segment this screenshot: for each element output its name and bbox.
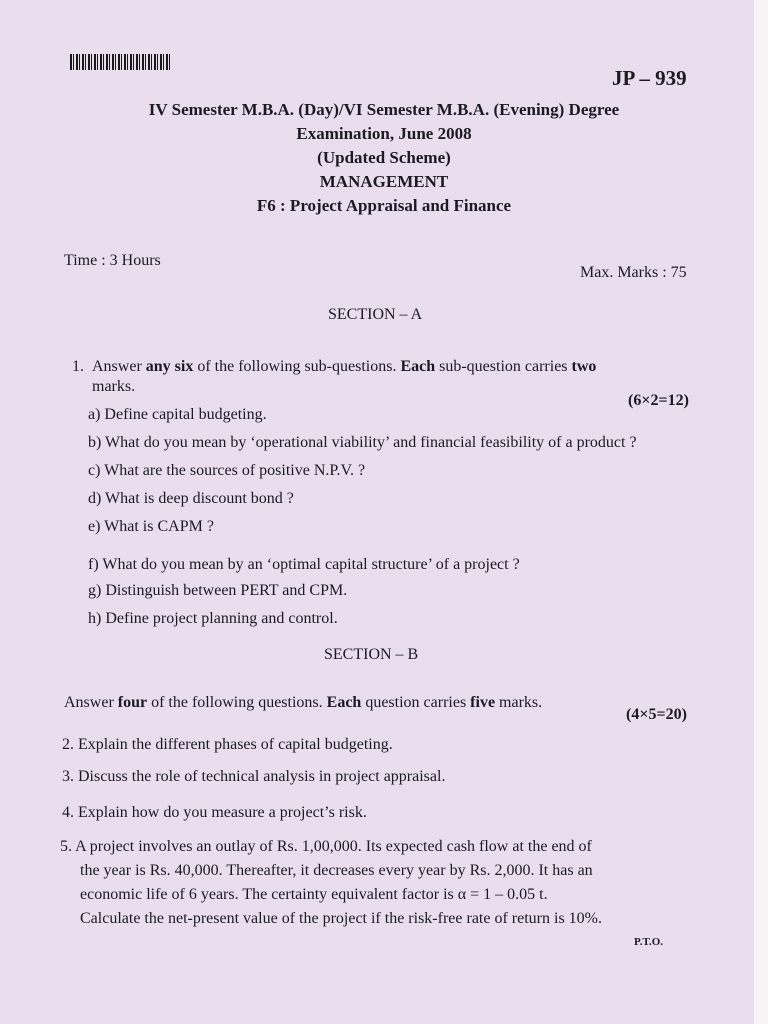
q1-item-g: g) Distinguish between PERT and CPM.	[88, 582, 348, 599]
q5-line-2: the year is Rs. 40,000. Thereafter, it decreases every year by Rs. 2,000. It has an	[80, 862, 593, 879]
q5-line-4: Calculate the net-present value of the project if the risk-free rate of return is 10%.	[80, 910, 602, 927]
header-line-4: MANAGEMENT	[319, 172, 449, 191]
q1-item-a: a) Define capital budgeting.	[88, 406, 267, 423]
q1-item-f: f) What do you mean by an ‘optimal capital structure’ of a project ?	[88, 556, 520, 573]
header-line-3: (Updated Scheme)	[317, 148, 451, 167]
section-b-marks: (4×5=20)	[626, 706, 687, 723]
q1-instruction: Answer any six of the following sub-questions. Each sub-question carries two	[92, 358, 597, 375]
q1-item-c: c) What are the sources of positive N.P.V. ?	[88, 462, 366, 479]
time-label: Time : 3 Hours	[64, 252, 161, 269]
header-line-5: F6 : Project Appraisal and Finance	[256, 196, 512, 215]
header-line-2: Examination, June 2008	[296, 124, 472, 143]
section-b-instruction: Answer four of the following questions. Each question carries five marks.	[64, 694, 543, 711]
barcode	[70, 54, 170, 70]
q3-text: 3. Discuss the role of technical analysis in project appraisal.	[62, 768, 446, 785]
paper-code: JP – 939	[612, 66, 687, 90]
q1-marks: (6×2=12)	[628, 392, 689, 409]
section-b-title: SECTION – B	[324, 646, 419, 663]
q1-instruction-line-2: marks.	[92, 378, 136, 395]
q2-text: 2. Explain the different phases of capital budgeting.	[62, 736, 393, 753]
q5-line-1: 5. A project involves an outlay of Rs. 1,00,000. Its expected cash flow at the end of	[60, 838, 592, 855]
q5-line-3: economic life of 6 years. The certainty equivalent factor is α = 1 – 0.05 t.	[80, 886, 548, 903]
section-a-title: SECTION – A	[328, 306, 423, 323]
q1-item-e: e) What is CAPM ?	[88, 518, 214, 535]
q1-item-h: h) Define project planning and control.	[88, 610, 338, 627]
q1-number: 1.	[72, 358, 84, 375]
q1-item-d: d) What is deep discount bond ?	[88, 490, 294, 507]
q4-text: 4. Explain how do you measure a project’s risk.	[62, 804, 367, 821]
max-marks-label: Max. Marks : 75	[580, 264, 687, 281]
header-line-1: IV Semester M.B.A. (Day)/VI Semester M.B.A. (Evening) Degree	[148, 100, 620, 119]
q1-item-b: b) What do you mean by ‘operational viability’ and financial feasibility of a product ?	[88, 434, 637, 451]
pto-label: P.T.O.	[634, 936, 664, 948]
